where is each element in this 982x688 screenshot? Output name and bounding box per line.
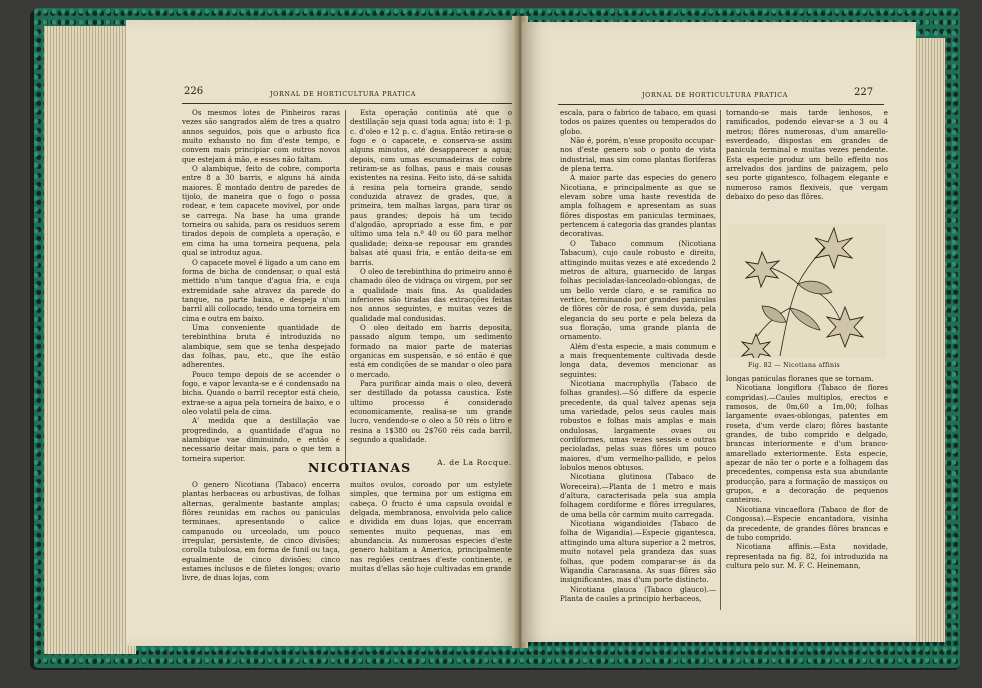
paragraph: Não é, porém, n'esse proposito occupar-nos d'este genero sob o ponto de vista industrial, mas sim como plantas floriferas de plena terra.: [560, 136, 716, 174]
paragraph: Nicotiana longiflora (Tabaco de flores compridas).—Caules multiplos, erectos e ramosos, de 0m,60 a 1m,00; folhas largamente ovaes-oblongas, patentes em roseta, d'um verde claro; flôres bastante grandes, de tubo comprido e delgado, brancas interiormente e d'um branco-amarellado exteriormente. Esta especie, apezar de não ter o porte e a folhagem das precedentes, compensa esta sua abundante producção, para a formação de massiços ou grupos, e a decoração de pequenos canteiros.: [726, 383, 888, 505]
left-column-2: [350, 108, 512, 468]
paragraph: O alambique, feito de cobre, comporta entre 8 a 30 barris, e alguns há ainda maiores. É montado dentro de paredes de tijolo, de maneira que o fogo o possa rodear, e tem capacete movivel, por onde se carrega. Na base ha uma grande torneira ou sahida, para os residuos serem tirados depois de completa a operação, e em cima ha uma torneira pequena, pela qual se introduz agua.: [182, 164, 340, 258]
paragraph: Pouco tempo depois de se accender o fogo, e vapor levanta-se e é condensado na bicha. Quando o barril receptor está cheio, extrae-se a agua pela torneira de baixo, e o oleo volatil pela de cima.: [182, 369, 340, 416]
left-column-1: [182, 108, 340, 478]
paragraph: Nicotiana vincaeflora (Tabaco de flor de Congossa).—Especie encantadora, visinha da precedente, de grandes flôres brancas e de tubo comprido.: [726, 504, 888, 542]
section-title: NICOTIANAS: [308, 460, 412, 475]
right-page: [522, 22, 916, 642]
page-number-left: 226: [184, 86, 204, 97]
paragraph: muitos ovulos, coroado por um estylete simples, que termina por um estigma em cabeça. O fructo é uma capsula ovoidal e delgada, membranosa, envolvida pelo calice e dividida em duas lojas, que encerram sementes muito pequenas, mas em abundancia. As numerosas especies d'este genero habitam a America, principalmente nas regiões centraes d'este continente, e muitas d'ellas são hoje cultivadas em grande: [350, 480, 512, 574]
paragraph: Nicotiana affinis.—Esta novidade, representada na fig. 82, foi introduzida na cultura pelo sur. M. F. C. Heinemann,: [726, 542, 888, 570]
flower-illustration: [728, 224, 886, 358]
left-bottom-column-1: [182, 480, 340, 602]
paragraph: Nicotiana glauca (Tabaco glauco).—Planta de caules a principio herbaceos,: [560, 584, 716, 603]
paragraph: Além d'esta especie, a mais commum e a mais frequentemente cultivada desde longa data, devemos mencionar as seguintes:: [560, 341, 716, 379]
paragraph: O capacete movel é ligado a um cano em forma de bicha de condensar, o qual está mettido n'um tanque d'agua fria, e cuja extremidade sahe atravez da parede do tanque, na parte baixa, e despeja n'um barril alli collocado, tendo uma torneira em cima e outra em baixo.: [182, 257, 340, 323]
paragraph: escala, para o fabrico de tabaco, em quasi todos os paizes quentes ou temperados do globo.: [560, 108, 716, 136]
figure-caption: Fig. 82 — Nicotiana affinis: [748, 362, 841, 369]
running-header-left: JORNAL DE HORTICULTURA PRATICA: [270, 90, 416, 98]
paragraph: O oleo deitado em barris deposita, passado algum tempo, um sedimento formado na maior parte de materias organicas em suspensão, e só então é que está em condições de se mandar o oleo para o mercado.: [350, 322, 512, 379]
header-rule-left: [182, 103, 514, 104]
paragraph: A maior parte das especies do genero Nicotiana, e principalmente as que se elevam sobre uma haste revestida de ampla folhagem e apresentam as suas flôres dispostas em paniculas terminaes, pertencem á categoria das grandes plantas decorativas.: [560, 173, 716, 239]
header-rule-right: [558, 104, 884, 105]
paragraph: Uma conveniente quantidade de terebinthina bruta é introduzida no alambique, sem que se tenha despejado das folhas, pau, etc., que lhe estão adherentes.: [182, 322, 340, 370]
right-column-1: [560, 108, 716, 612]
column-divider: [345, 110, 346, 470]
paragraph: longas paniculas floranes que se tornam.: [726, 374, 874, 383]
column-divider: [720, 110, 721, 610]
running-header-right: JORNAL DE HORTICULTURA PRATICA: [642, 91, 788, 99]
right-column-2-bottom: [726, 374, 888, 612]
nicotiana-illustration: [728, 224, 886, 358]
paragraph: Nicotiana glutinosa (Tabaco de Woreceira).—Planta de 1 metro e mais d'altura, caracterisada pela sua ampla folhagem cordiforme e flôres irregulares, de uma bella côr carmim muito carregada.: [560, 472, 716, 519]
paragraph: O oleo de terebinthina do primeiro anno é chamado óleo de vidraça ou virgem, por ser a qualidade mais fina. As qualidades inferiores são tiradas das extracções feitas nos annos seguintes, e muitas vezes de qualidade mal condusidas.: [350, 266, 512, 323]
author-signature: A. de La Rocque.: [437, 458, 512, 468]
paragraph: tornando-se mais tarde lenhosos, e ramificados, podendo elevar-se a 3 ou 4 metros; flôres numerosas, d'um amarello-esverdeado, dispostas em grandes de panicula terminal e muitas vezes pendente. Esta especie produz um bello effeito nos arrelvados dos jardins de paizagem, pelo seu porte gigantesco, folhagem elegante e numeroso ramos flexiveis, que vergam debaixo do peso das flôres.: [726, 108, 888, 202]
paragraph: Nicotiana macrophylla (Tabaco de folhas grandes).—Só differe da especie precedente, da qual talvez apenas seja uma variedade, pelos seus caules mais robustos e folhas mais amplas e mais ondulosas, largamente ovaes ou cordiformes, umas vezes sesseis e outras pecioladas, pelas suas flôres um pouco maiores, d'um vermelho-pallido, e pelos lobulos menos obtusos.: [560, 378, 716, 473]
paragraph: O Tabaco commum (Nicotiana Tabacum), cujo caule robusto e direito, attingindo muitas vezes e até excedendo 2 metros de altura, guarnecido de largas folhas pecioladas-lanceolado-oblongas, de um bello verde claro, e se ramifica no vertice, terminando por grandes paniculas de flôres côr de rosa, é sem duvida, pela elegancia do seu porte e pela beleza da sua floração, uma grande planta de ornamento.: [560, 238, 716, 342]
paragraph: O genero Nicotiana (Tabaco) encerra plantas herbaceas ou arbustivas, de folhas alternas, geralmente bastante amplas; flôres reunidas em rachos ou paniculas terminaes, apresentando o calice campanudo ou urceolado, um pouco irregular, persistente, de cinco divisões; corolla tubulosa, em forma de funil ou taça, egualmente de cinco divisões; cinco estames inclusos e de filetes longos; ovario livre, de duas lojas, com: [182, 480, 340, 583]
left-bottom-column-2: [350, 480, 512, 602]
left-page: [126, 20, 518, 646]
page-number-right: 227: [854, 87, 874, 98]
page-edges-left: [44, 26, 136, 654]
paragraph: Os mesmos lotes de Pinheiros raras vezes são sangrados além de tres a quatro annos seguidos, pois que o arbusto fica muito exhausto no fim d'este tempo, e convem mais principiar com outros novos que estejam á mão, e esses não faltam.: [182, 108, 340, 164]
paragraph: Nicotiana wigandioides (Tabaco de folha de Wigandia).—Especie gigantesca, attingindo uma altura superior a 2 metros, muito notavel pela grandeza das suas folhas, que podem comparar-se ás da Wigandia Caracasana. As suas flôres são insignificantes, mas d'um porte distincto.: [560, 519, 716, 585]
right-column-2-top: [726, 108, 888, 220]
paragraph: Para purificar ainda mais o oleo, deverá ser destillado da potassa caustica. Este ultimo processo é considerado economicamente, realisa-se um grande lucro, vendendo-se o oleo a 50 réis o litro e resina a 1$380 ou 2$760 réis cada barril, segundo a qualidade.: [350, 378, 512, 445]
paragraph: Esta operação continúa até que o destillação seja quasi toda agua; isto é: 1 p. c. d'oleo e 12 p. c. d'agua. Então retira-se o fogo e o capacete, e conserva-se assim alguns minutos, até desapparecer a agua; depois, com umas escumadeiras de cobre retiram-se as folhas, paus e mais cousas existentes na resina. Feito isto, dá-se sahida á resina pela torneira grande, sendo conduzida atravez de grades, que, a primeira, tem malhas largas, para tirar os paus grandes; depois há um tecido d'algodão, apropriado a esse fim, e por ultimo uma tela n.º 40 ou 60 para melhor qualidade; deixa-se repousar em grandes balsas até quasi fria, e então deita-se em barris.: [350, 108, 512, 267]
paragraph: A' medida que a destillação vae progredindo, a quantidade d'agua no alambique vae diminuindo, e então é necessario deitar mais, para o que tem a torneira superior.: [182, 416, 340, 463]
